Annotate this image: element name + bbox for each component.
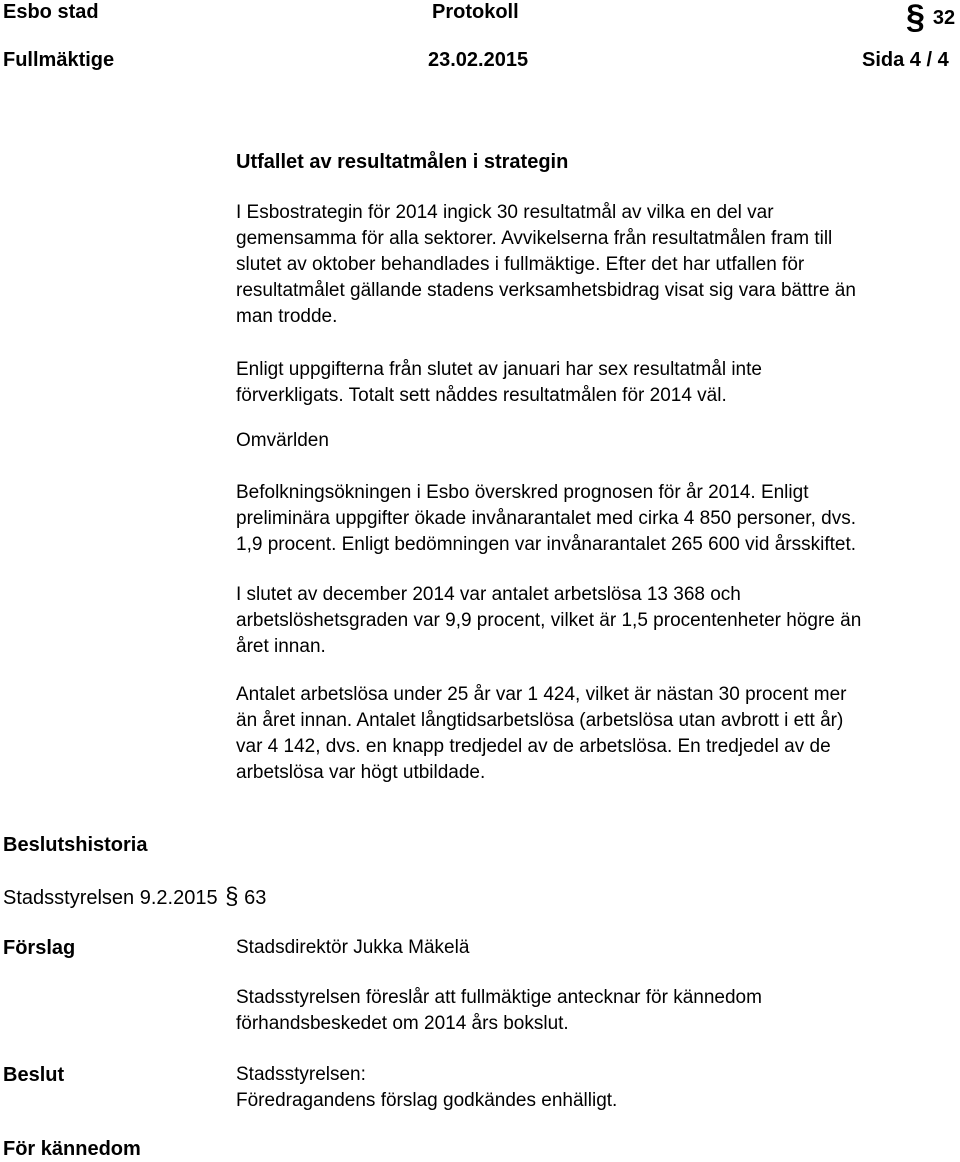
section-mark-icon: § xyxy=(906,0,925,36)
header-date: 23.02.2015 xyxy=(428,49,529,71)
proposal-label: Förslag xyxy=(3,937,76,959)
proposal-text xyxy=(236,985,960,1037)
for-information-label: För kännedom xyxy=(3,1138,141,1160)
text-line: var 4 142, dvs. en knapp tredjedel av de arbetslösa. En tredjedel av de xyxy=(236,736,831,757)
paragraph-strategy-2 xyxy=(236,357,960,409)
section-heading-strategy: Utfallet av resultatmålen i strategin xyxy=(236,151,569,173)
text-line: Enligt uppgifterna från slutet av januari har sex resultatmål inte xyxy=(236,359,762,380)
section-mark-icon: § xyxy=(225,883,239,910)
text-line: arbetslöshetsgraden var 9,9 procent, vilket är 1,5 procentenheter högre än xyxy=(236,610,862,631)
text-line: man trodde. xyxy=(236,306,338,327)
text-line: än året innan. Antalet långtidsarbetslösa (arbetslösa utan avbrott i ett år) xyxy=(236,710,844,731)
paragraph-youth-unemployment xyxy=(236,682,960,786)
paragraph-population xyxy=(236,480,960,558)
text-line: gemensamma för alla sektorer. Avvikelserna från resultatmålen fram till xyxy=(236,228,833,249)
decision-label: Beslut xyxy=(3,1064,65,1086)
header-body: Fullmäktige xyxy=(3,49,115,71)
text-line: I slutet av december 2014 var antalet arbetslösa 13 368 och xyxy=(236,584,741,605)
meeting-name: Stadsstyrelsen 9.2.2015 xyxy=(3,887,218,909)
decision-body: Stadsstyrelsen: xyxy=(236,1064,366,1085)
decision-history-heading: Beslutshistoria xyxy=(3,834,148,856)
paragraph-unemployment xyxy=(236,582,960,660)
decision-outcome: Föredragandens förslag godkändes enhälligt. xyxy=(236,1090,618,1111)
text-line: förhandsbeskedet om 2014 års bokslut. xyxy=(236,1013,569,1034)
text-line: 1,9 procent. Enligt bedömningen var invånarantalet 265 600 vid årsskiftet. xyxy=(236,534,856,555)
section-heading-environment: Omvärlden xyxy=(236,430,329,451)
text-line: året innan. xyxy=(236,636,326,657)
text-line: resultatmålet gällande stadens verksamhetsbidrag visat sig vara bättre än xyxy=(236,280,856,301)
proposal-presenter: Stadsdirektör Jukka Mäkelä xyxy=(236,937,470,958)
text-line: Befolkningsökningen i Esbo överskred prognosen för år 2014. Enligt xyxy=(236,482,809,503)
header-section xyxy=(906,0,956,36)
text-line: slutet av oktober behandlades i fullmäktige. Efter det har utfallen för xyxy=(236,254,805,275)
section-number: 32 xyxy=(932,7,956,29)
text-line: Antalet arbetslösa under 25 år var 1 424, vilket är nästan 30 procent mer xyxy=(236,684,847,705)
header-org: Esbo stad xyxy=(3,1,99,23)
meeting-reference xyxy=(3,884,266,911)
paragraph-strategy-1 xyxy=(236,200,960,330)
text-line: I Esbostrategin för 2014 ingick 30 resultatmål av vilka en del var xyxy=(236,202,774,223)
text-line: arbetslösa var högt utbildade. xyxy=(236,762,486,783)
header-doc-type: Protokoll xyxy=(432,1,519,23)
meeting-section-number: 63 xyxy=(244,887,267,909)
header-page: Sida 4 / 4 xyxy=(862,49,949,71)
decision-text xyxy=(236,1062,960,1114)
text-line: Stadsstyrelsen föreslår att fullmäktige antecknar för kännedom xyxy=(236,987,762,1008)
text-line: preliminära uppgifter ökade invånarantalet med cirka 4 850 personer, dvs. xyxy=(236,508,856,529)
text-line: förverkligats. Totalt sett nåddes resultatmålen för 2014 väl. xyxy=(236,385,727,406)
